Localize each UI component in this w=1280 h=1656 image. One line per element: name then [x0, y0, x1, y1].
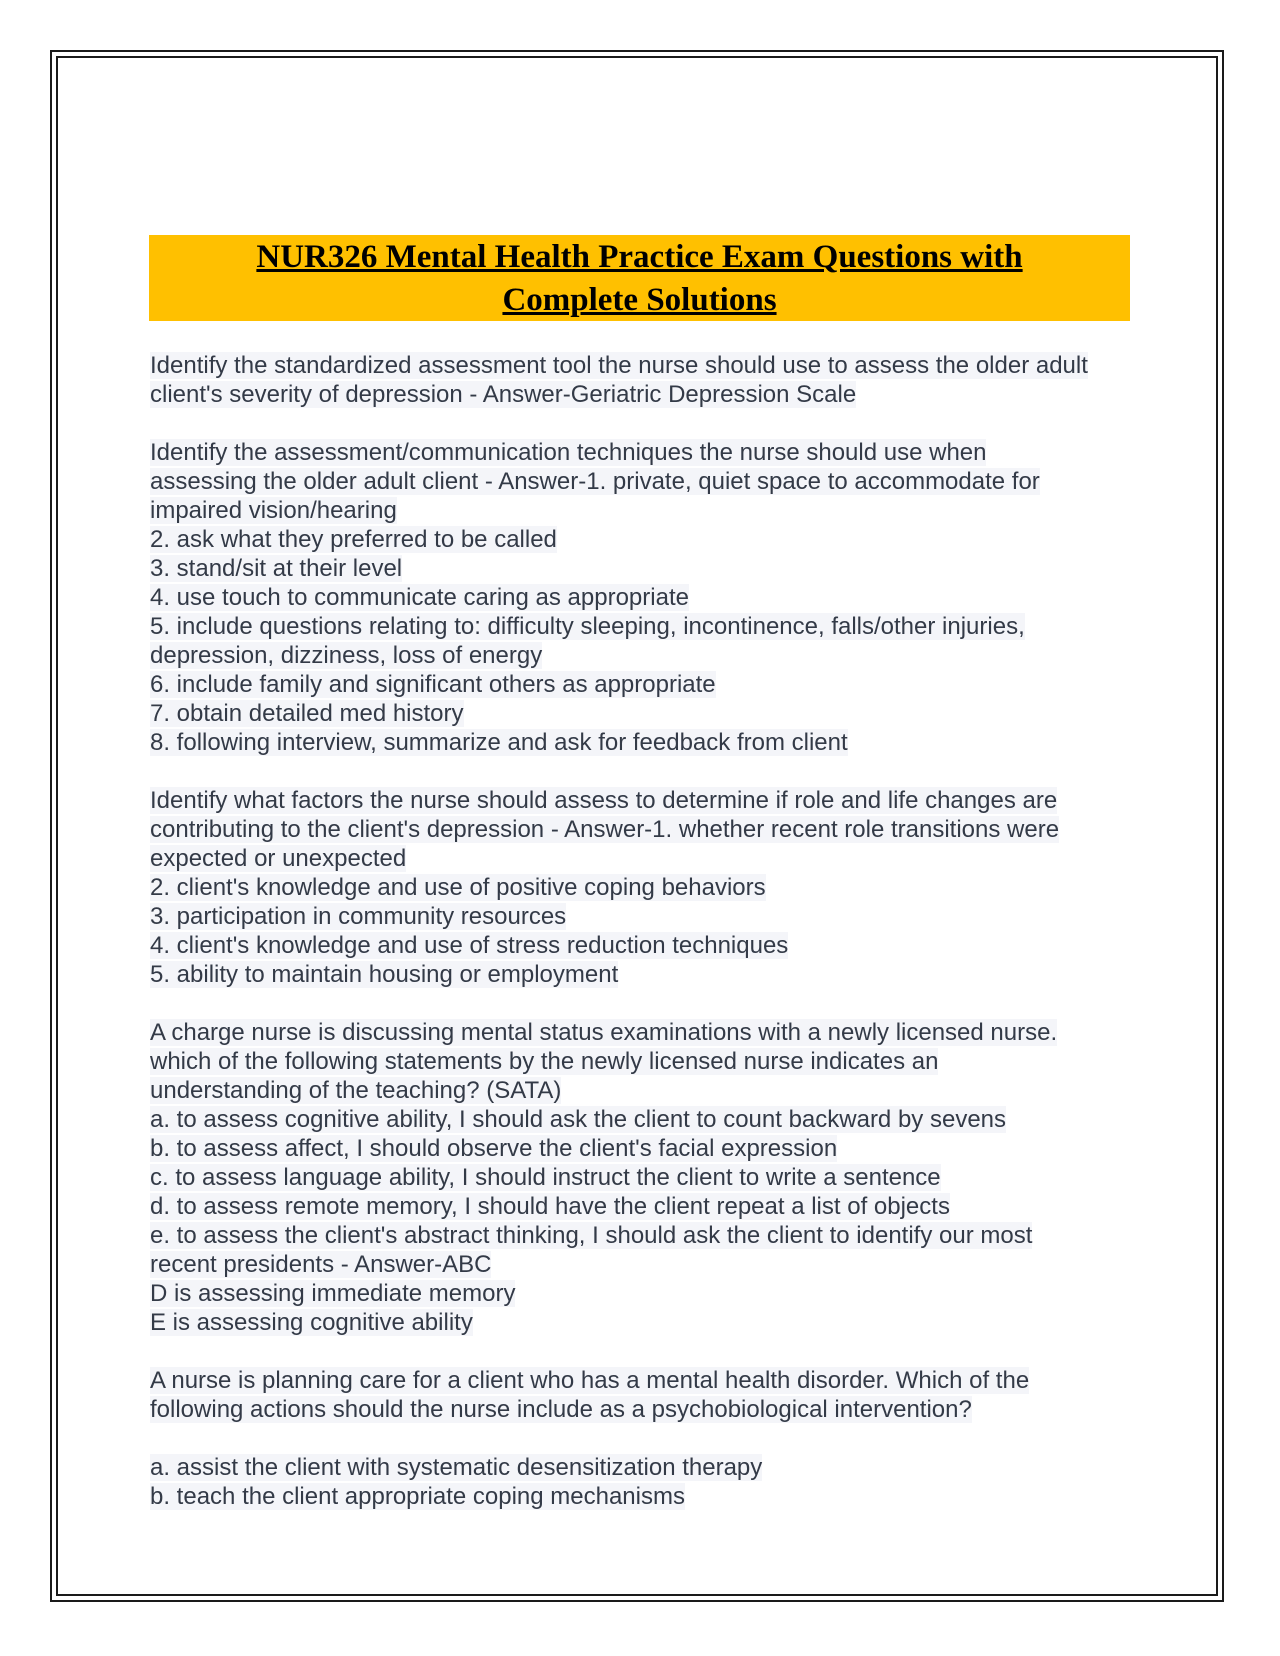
text-line [150, 612, 1150, 641]
text-line-content: 4. client's knowledge and use of stress reduction techniques [150, 932, 789, 959]
text-line-content: A nurse is planning care for a client who has a mental health disorder. Which of the [150, 1367, 1030, 1394]
text-line [150, 1047, 1150, 1076]
text-line-content: 6. include family and significant others as appropriate [150, 671, 716, 698]
text-line-content: 2. ask what they preferred to be called [150, 526, 557, 553]
question-block [150, 351, 1150, 409]
text-line [150, 844, 1150, 873]
text-line [150, 786, 1150, 815]
text-line-content: expected or unexpected [150, 845, 407, 872]
text-line [150, 1453, 1150, 1482]
text-line-content: Identify the standardized assessment tool the nurse should use to assess the older adult [150, 352, 1088, 379]
text-line-content: c. to assess language ability, I should instruct the client to write a sentence [150, 1164, 941, 1191]
paragraph-gap [150, 989, 1150, 1018]
text-line-content: A charge nurse is discussing mental status examinations with a newly licensed nurse. [150, 1019, 1058, 1046]
paragraph-gap [150, 409, 1150, 438]
text-line-content: 7. obtain detailed med history [150, 700, 464, 727]
text-line-content: D is assessing immediate memory [150, 1280, 516, 1307]
question-block [150, 1366, 1150, 1424]
text-line [150, 902, 1150, 931]
text-line [150, 583, 1150, 612]
text-line [150, 1250, 1150, 1279]
text-line-content: d. to assess remote memory, I should have the client repeat a list of objects [150, 1193, 950, 1220]
document-body [150, 351, 1150, 1511]
text-line [150, 525, 1150, 554]
text-line-content: assessing the older adult client - Answer-1. private, quiet space to accommodate for [150, 468, 1040, 495]
text-line-content: Identify the assessment/communication techniques the nurse should use when [150, 439, 987, 466]
text-line [150, 873, 1150, 902]
text-line-content: b. to assess affect, I should observe the client's facial expression [150, 1135, 838, 1162]
text-line [150, 1395, 1150, 1424]
text-line [150, 467, 1150, 496]
text-line [150, 1482, 1150, 1511]
text-line [150, 438, 1150, 467]
text-line [150, 1308, 1150, 1337]
text-line [150, 1018, 1150, 1047]
question-block [150, 1018, 1150, 1337]
text-line [150, 670, 1150, 699]
text-line [150, 351, 1150, 380]
text-line-content: recent presidents - Answer-ABC [150, 1251, 492, 1278]
text-line-content: 5. ability to maintain housing or employment [150, 961, 619, 988]
text-line-content: depression, dizziness, loss of energy [150, 642, 543, 669]
text-line-content: e. to assess the client's abstract thinking, I should ask the client to identify our most [150, 1222, 1033, 1249]
text-line [150, 960, 1150, 989]
text-line [150, 931, 1150, 960]
text-line-content: impaired vision/hearing [150, 497, 397, 524]
text-line-content: b. teach the client appropriate coping mechanisms [150, 1483, 685, 1510]
text-line-content: E is assessing cognitive ability [150, 1309, 473, 1336]
text-line [150, 1134, 1150, 1163]
text-line [150, 496, 1150, 525]
text-line-content: 3. participation in community resources [150, 903, 567, 930]
paragraph-gap [150, 757, 1150, 786]
text-line [150, 1105, 1150, 1134]
text-line-content: 5. include questions relating to: difficulty sleeping, incontinence, falls/other injuries, [150, 613, 1025, 640]
text-line [150, 641, 1150, 670]
text-line-content: 2. client's knowledge and use of positive coping behaviors [150, 874, 766, 901]
text-line [150, 380, 1150, 409]
question-block [150, 786, 1150, 989]
text-line [150, 1076, 1150, 1105]
text-line-content: Identify what factors the nurse should assess to determine if role and life changes are [150, 787, 1058, 814]
text-line-content: following actions should the nurse include as a psychobiological intervention? [150, 1396, 972, 1423]
text-line-content: a. to assess cognitive ability, I should ask the client to count backward by sevens [150, 1106, 1007, 1133]
text-line [150, 728, 1150, 757]
paragraph-gap [150, 1424, 1150, 1453]
text-line-content: a. assist the client with systematic desensitization therapy [150, 1454, 763, 1481]
text-line [150, 815, 1150, 844]
text-line-content: 8. following interview, summarize and ask for feedback from client [150, 729, 848, 756]
text-line [150, 1163, 1150, 1192]
text-line [150, 1192, 1150, 1221]
document-title-line-1: NUR326 Mental Health Practice Exam Questions with [256, 239, 1023, 275]
text-line-content: 3. stand/sit at their level [150, 555, 403, 582]
question-block [150, 438, 1150, 757]
text-line-content: understanding of the teaching? (SATA) [150, 1077, 562, 1104]
text-line [150, 699, 1150, 728]
text-line-content: 4. use touch to communicate caring as appropriate [150, 584, 689, 611]
text-line [150, 1279, 1150, 1308]
paragraph-gap [150, 1337, 1150, 1366]
text-line-content: which of the following statements by the newly licensed nurse indicates an [150, 1048, 939, 1075]
document-title-line-2: Complete Solutions [502, 282, 777, 318]
question-block [150, 1453, 1150, 1511]
text-line-content: contributing to the client's depression - Answer-1. whether recent role transitions were [150, 816, 1060, 843]
text-line [150, 1366, 1150, 1395]
document-title-banner [149, 235, 1130, 321]
text-line [150, 554, 1150, 583]
text-line-content: client's severity of depression - Answer-Geriatric Depression Scale [150, 381, 857, 408]
text-line [150, 1221, 1150, 1250]
